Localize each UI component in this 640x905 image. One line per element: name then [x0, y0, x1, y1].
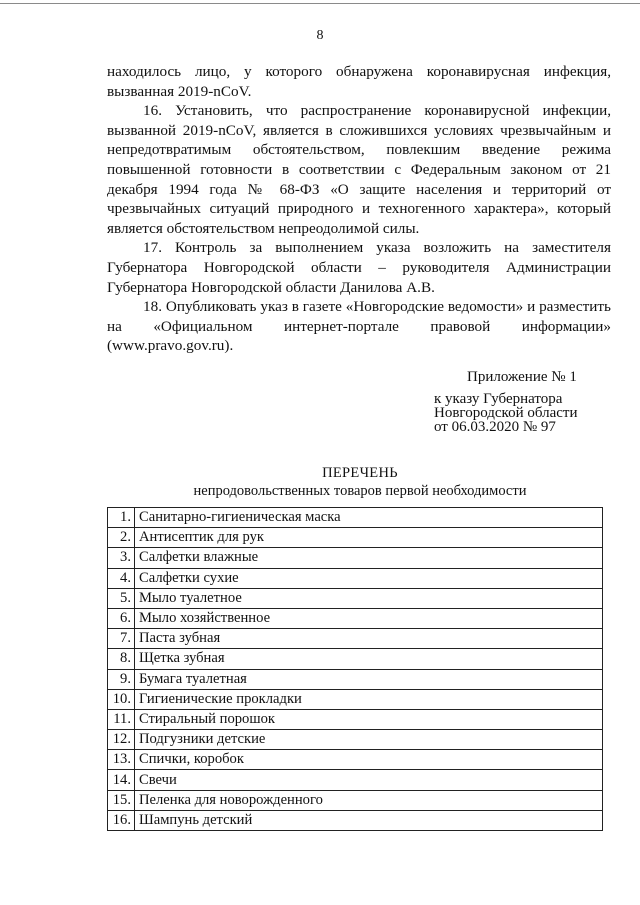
item-number: 9.	[108, 669, 135, 689]
table-row	[108, 588, 603, 608]
item-number: 16.	[108, 810, 135, 830]
item-name: Стиральный порошок	[135, 709, 603, 729]
item-number: 6.	[108, 608, 135, 628]
table-row	[108, 568, 603, 588]
item-number: 15.	[108, 790, 135, 810]
list-subtitle: непродовольственных товаров первой необходимости	[193, 483, 527, 499]
goods-table	[107, 507, 603, 831]
table-row	[108, 730, 603, 750]
item-name: Пеленка для новорожденного	[135, 790, 603, 810]
item-number: 2.	[108, 528, 135, 548]
item-name: Антисептик для рук	[135, 528, 603, 548]
item-number: 1.	[108, 508, 135, 528]
item-name: Свечи	[135, 770, 603, 790]
item-name: Паста зубная	[135, 629, 603, 649]
item-number: 5.	[108, 588, 135, 608]
table-row	[108, 649, 603, 669]
appendix-ref-line2: Новгородской области	[434, 405, 578, 421]
table-row	[108, 669, 603, 689]
paragraph: находилось лицо, у которого обнаружена коронавирусная инфекция, вызванная 2019-nCoV.	[107, 63, 611, 100]
table-row	[108, 770, 603, 790]
scan-top-edge	[0, 3, 640, 4]
item-number: 13.	[108, 750, 135, 770]
table-row	[108, 528, 603, 548]
table-row	[108, 508, 603, 528]
appendix-ref-line3: от 06.03.2020 № 97	[434, 419, 556, 435]
table-row	[108, 629, 603, 649]
list-title: ПЕРЕЧЕНЬ	[322, 465, 398, 481]
item-number: 11.	[108, 709, 135, 729]
paragraph-17: 17. Контроль за выполнением указа возложить на заместителя Губернатора Новгородской области – руководителя Администрации Губернатора Новгородской области Данилова А.В.	[107, 239, 611, 296]
paragraph-18: 18. Опубликовать указ в газете «Новгородские ведомости» и разместить на «Официальном интернет-портале правовой информации» (www.pravo.gov.ru).	[107, 298, 611, 355]
item-number: 14.	[108, 770, 135, 790]
item-name: Гигиенические прокладки	[135, 689, 603, 709]
item-name: Спички, коробок	[135, 750, 603, 770]
table-row	[108, 750, 603, 770]
item-name: Салфетки влажные	[135, 548, 603, 568]
item-name: Бумага туалетная	[135, 669, 603, 689]
item-number: 7.	[108, 629, 135, 649]
item-number: 4.	[108, 568, 135, 588]
document-body	[107, 62, 611, 356]
appendix-title: Приложение № 1	[467, 369, 577, 385]
item-name: Мыло хозяйственное	[135, 608, 603, 628]
item-number: 8.	[108, 649, 135, 669]
item-name: Санитарно-гигиеническая маска	[135, 508, 603, 528]
table-row	[108, 810, 603, 830]
paragraph-16: 16. Установить, что распространение коронавирусной инфекции, вызванной 2019-nCoV, является в сложившихся условиях чрезвычайным и непредотвратимым обстоятельством, повлекшим введение режима повышенной готовности в соответствии с Федеральным законом от 21 декабря 1994 года № 68-ФЗ «О защите населения и территорий от чрезвычайных ситуаций природного и техногенного характера», который является обстоятельством непреодолимой силы.	[107, 102, 611, 237]
item-name: Подгузники детские	[135, 730, 603, 750]
item-number: 12.	[108, 730, 135, 750]
table-row	[108, 709, 603, 729]
table-row	[108, 548, 603, 568]
table-row	[108, 790, 603, 810]
table-row	[108, 608, 603, 628]
page-number: 8	[316, 28, 324, 43]
item-name: Шампунь детский	[135, 810, 603, 830]
item-number: 3.	[108, 548, 135, 568]
item-name: Мыло туалетное	[135, 588, 603, 608]
item-name: Щетка зубная	[135, 649, 603, 669]
table-row	[108, 689, 603, 709]
item-name: Салфетки сухие	[135, 568, 603, 588]
appendix-ref-line1: к указу Губернатора	[434, 391, 563, 407]
item-number: 10.	[108, 689, 135, 709]
